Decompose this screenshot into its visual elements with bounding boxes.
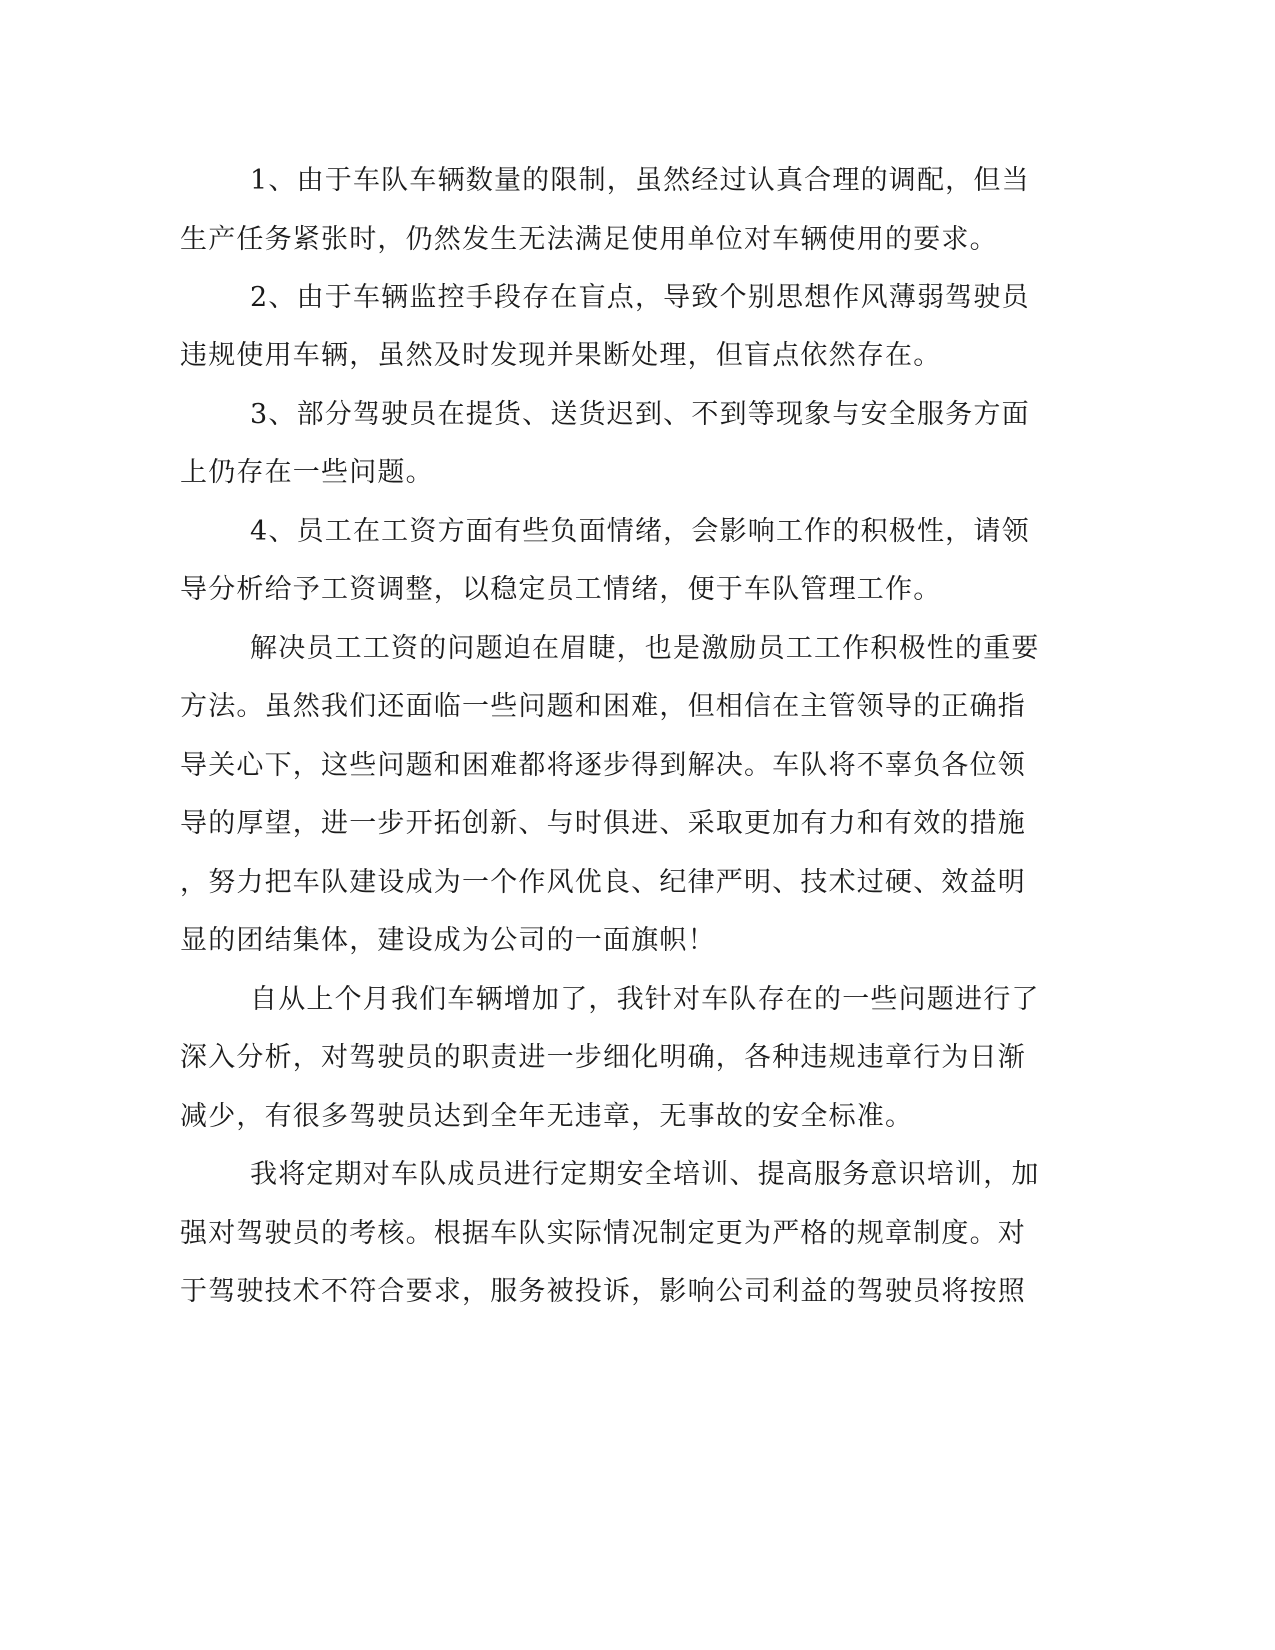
paragraph-4-line-1: 4、员工在工资方面有些负面情绪，会影响工作的积极性，请领 (250, 516, 1030, 547)
paragraph-5-line-2: 方法。虽然我们还面临一些问题和困难，但相信在主管领导的正确指 (180, 691, 1026, 722)
paragraph-4-line-2: 导分析给予工资调整，以稳定员工情绪，便于车队管理工作。 (180, 574, 942, 605)
paragraph-5-line-6: 显的团结集体，建设成为公司的一面旗帜！ (180, 925, 716, 956)
paragraph-7-line-3: 于驾驶技术不符合要求，服务被投诉，影响公司利益的驾驶员将按照 (180, 1276, 1026, 1307)
paragraph-1-line-2: 生产任务紧张时，仍然发生无法满足使用单位对车辆使用的要求。 (180, 224, 998, 255)
paragraph-6-line-2: 深入分析，对驾驶员的职责进一步细化明确，各种违规违章行为日渐 (180, 1042, 1026, 1073)
paragraph-2-line-1: 2、由于车辆监控手段存在盲点，导致个别思想作风薄弱驾驶员 (250, 282, 1030, 313)
paragraph-7-line-1: 我将定期对车队成员进行定期安全培训、提高服务意识培训，加 (250, 1159, 1040, 1190)
paragraph-5-line-1: 解决员工工资的问题迫在眉睫，也是激励员工工作积极性的重要 (250, 633, 1040, 664)
paragraph-1-line-1: 1、由于车队车辆数量的限制，虽然经过认真合理的调配，但当 (250, 165, 1030, 196)
paragraph-6-line-1: 自从上个月我们车辆增加了，我针对车队存在的一些问题进行了 (250, 984, 1040, 1015)
paragraph-3-line-2: 上仍存在一些问题。 (180, 457, 434, 488)
paragraph-2-line-2: 违规使用车辆，虽然及时发现并果断处理，但盲点依然存在。 (180, 340, 942, 371)
paragraph-5-line-5: ，努力把车队建设成为一个作风优良、纪律严明、技术过硬、效益明 (180, 867, 1026, 898)
paragraph-5-line-4: 导的厚望，进一步开拓创新、与时俱进、采取更加有力和有效的措施 (180, 808, 1026, 839)
paragraph-6-line-3: 减少，有很多驾驶员达到全年无违章，无事故的安全标准。 (180, 1101, 914, 1132)
paragraph-5-line-3: 导关心下，这些问题和困难都将逐步得到解决。车队将不辜负各位领 (180, 750, 1026, 781)
paragraph-7-line-2: 强对驾驶员的考核。根据车队实际情况制定更为严格的规章制度。对 (180, 1218, 1026, 1249)
paragraph-3-line-1: 3、部分驾驶员在提货、送货迟到、不到等现象与安全服务方面 (250, 399, 1030, 430)
